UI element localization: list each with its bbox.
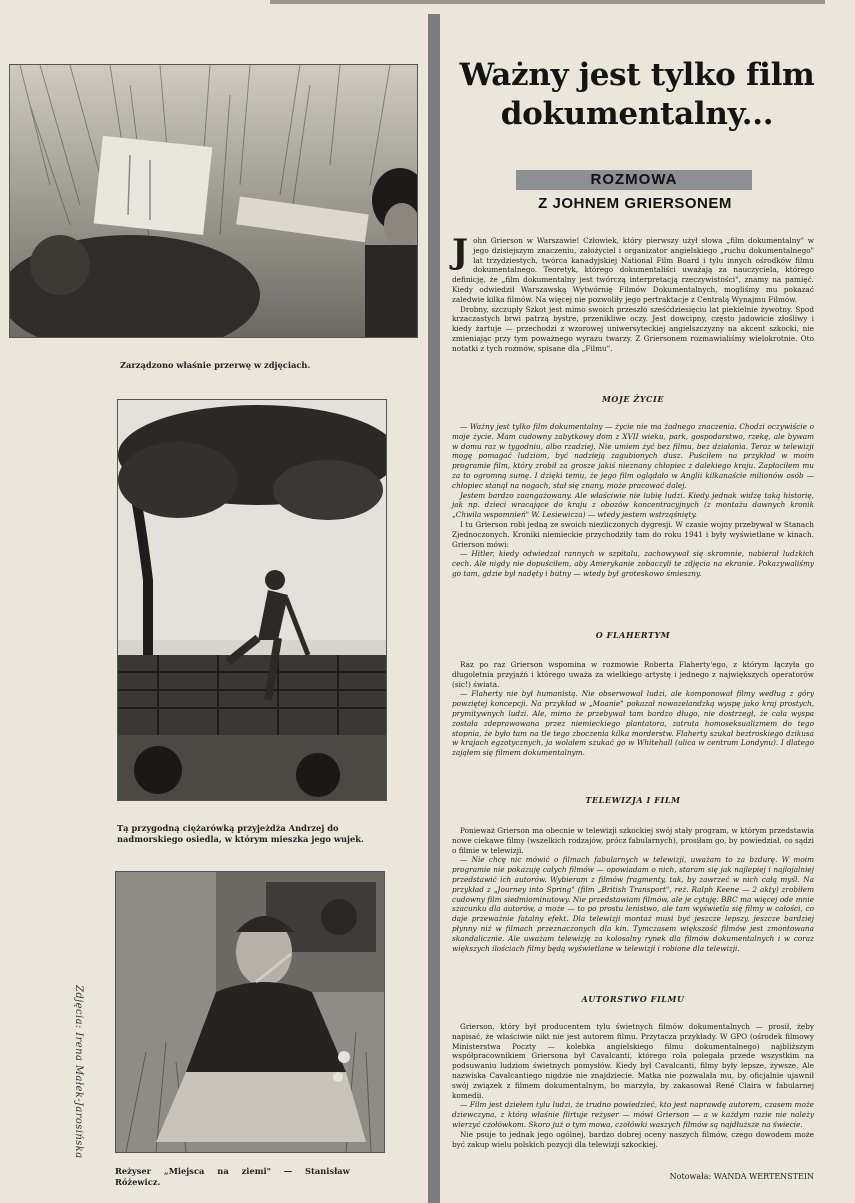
caption-top-photo: Zarządzono właśnie przerwę w zdjęciach. [120,360,311,370]
section-flaherty [452,660,814,758]
paragraph: I tu Grierson robi jedną ze swoich niezliczonych dygresji. W czasie wojny przebywał w Stanach Zjednoczonych. Kroniki niemieckie przychodziły tam do roku 1941 i były wyświetlane w kinach. Grierson mówi: [452,519,814,549]
section-heading-moje-zycie: MOJE ŻYCIE [601,394,665,404]
photo-director-portrait [115,871,385,1153]
intro-paragraph: ohn Grierson w Warszawie! Człowiek, który pierwszy użył słowa „film dokumentalny" w jego dzisiejszym znaczeniu, założyciel i organizator angielskiego „ruchu dokumentalnego" lat trzydziestych, twórca kanadyjskiej National Film Board i tylu innych ośrodków filmu dokumentalnego. Teoretyk, którego dokumentaliści uważają za nauczyciela, którego definicję, że „film dokumentalny jest twórczą interpretacją rzeczywistości", znamy na pamięć. Kiedy odwiedził Warszawską Wytwórnię Filmów Dokumentalnych, mogliśmy mu pokazać zaledwie kilka filmów. Na więcej nie pozwoliły jego pertraktacje z Centralą Wynajmu Filmów. [452,236,814,304]
intro-block [452,232,814,354]
drop-cap: J [452,232,469,272]
intro-paragraph-2: Drobny, szczupły Szkot jest mimo swoich przeszło sześćdziesięciu lat piekielnie żywotny. Spod krzaczastych brwi patrzą bystre, przenikliwe oczy. Jest dowcipny, często jadowicie złośliwy i kiedy żartuje — przechodzi z wzorowej uniwersyteckiej angielszczyzny na akcent szkocki, nie zmieniając przy tym poważnego wyrazu twarzy. Z Griersonem rozmawialiśmy wielokrotnie. Oto notatki z tych rozmów, spisane dla „Filmu". [452,304,814,353]
section-heading-telewizja: TELEWIZJA I FILM [585,795,681,805]
section-moje-zycie [452,422,814,579]
paragraph: Ponieważ Grierson ma obecnie w telewizji szkockiej swój stały program, w którym przedstawia nowe ciekawe filmy (wszelkich rodzajów, prócz fabularnych), prosiłam go, by powiedział, co sądzi o filmie w telewizji. [452,826,814,855]
paragraph: Raz po raz Grierson wspomina w rozmowie Roberta Flaherty'ego, z którym łączyła go długoletnia przyjaźń i którego uważa za wielkiego artystę i jednego z największych operatorów (sic!) świata. [452,660,814,689]
paragraph: Grierson, który był producentem tylu świetnych filmów dokumentalnych — prosił, żeby napisać, że właściwie nikt nie jest autorem filmu. Przytacza przykłady. W GPO (ośrodek filmowy Ministerstwa Poczty — kolebka angielskiego filmu dokumentalnego) najbliższym współpracownikiem Griersona był Cavalcanti, którego rola polegała przede wszystkim na podsuwaniu ludziom świetnych pomysłów. Kiedy był Cavalcanti, filmy były lepsze, żywsze. Ale nazwiska Cavalcantiego nigdzie nie znajdziecie. Matka nie pozwalała mu, by oficjalnie ujawnił swój związek z filmem dokumentalnym, bo marzyła, by zakasował René Claira w fabularnej komedii. [452,1022,814,1100]
paragraph: — Flaherty nie był humanistą. Nie obserwował ludzi, ale komponował filmy według z góry powziętej koncepcji. Na przykład w „Moanie" pokazał nowozelandzką wyspę jako kraj prostych, prymitywnych ludzi. Ale, mimo że przebywał tam bardzo długo, nie dostrzegł, że cała wyspa została zdeprawowana przez niemieckiego plantatora, zatruta homoseksualizmem do tego stopnia, że było tam na tle tego zboczenia kilka morderstw. Flaherty szukał beztroskiego dzikusa w krajach egzotycznych, ja wolałem szukać go w Whitehall (ulica w centrum Londynu). I dlatego zająłem się filmem dokumentalnym. [452,689,814,758]
section-telewizja [452,826,814,953]
photo-film-break [9,64,418,338]
article-kicker: ROZMOWA [590,171,678,188]
paragraph: — Film jest dziełem tylu ludzi, że trudno powiedzieć, kto jest naprawdę autorem, czasem może dziewczyna, z którą właśnie flirtuje reżyser — mówi Grierson — a w każdym razie nie należy wierzyć czołówkom. Skoro już o tym mowa, czołówki waszych filmów są najdłuższe na świecie. [452,1100,814,1129]
paragraph: — Hitler, kiedy odwiedzał rannych w szpitalu, zachowywał się skromnie, nabierał ludzkich cech. Ale nigdy nie dopuściłem, aby Amerykanie zobaczyli te zdjęcia na ekranie. Pokazywaliśmy go tam, gdzie był nadęty i butny — wtedy był groteskowo śmieszny. [452,549,814,578]
top-rule [270,0,825,4]
article-title: Ważny jest tylko film dokumentalny... [459,57,815,132]
caption-middle-photo: Tą przygodną ciężarówką przyjeżdża Andrzej do nadmorskiego osiedla, w którym mieszka jego wujek. [117,823,364,844]
column-divider [428,14,440,1203]
paragraph: — Nie chcę nic mówić o filmach fabularnych w telewizji, uważam to za bzdurę. W moim programie nie pokazuję całych filmów — opowiadam o nich, staram się jak najlepiej i najlojalniej przedstawić ich autorów. Wybieram z filmów fragmenty, tak, by zawrzeć w nich całą myśl. Na przykład z „Journey into Spring" (film „British Transport", reż. Ralph Keene — 2 akty) zrobiłem cudowny film siedmiominutowy. Nie przedstawiam filmów, ale je cytuję. BBC ma więcej ode mnie szacunku dla autorów, a może — to po prostu lenistwo, ale tam wyświetla się filmy w całości, co daje przeważnie fatalny efekt. Dla telewizji montaż musi być jeszcze lepszy, jeszcze bardziej płynny niż w filmach przeznaczonych dla kin. Tymczasem większość filmów jest zmontowana skandalicznie. Ale uważam telewizję za kolosalny rynek dla filmów dokumentalnych i w coraz większych ilościach filmy będą wyświetlane w telewizji i robione dla telewizji. [452,855,814,953]
section-heading-autorstwo: AUTORSTWO FILMU [581,994,685,1004]
article-subtitle: Z JOHNEM GRIERSONEM [538,195,732,212]
section-heading-flaherty: O FLAHERTYM [595,630,671,640]
paragraph: Jestem bardzo zaangażowany. Ale właściwie nie lubię ludzi. Kiedy jednak widzę taką historię, jak np. dzieci wracające do kraju z obozów koncentracyjnych (z montażu dawnych kronik „Chwila wspomnień" W. Lesiewicza) — wtedy jestem wstrząśnięty. [452,490,814,520]
section-autorstwo [452,1022,814,1149]
caption-bottom-photo: Reżyser „Miejsca na ziemi" — Stanisław Różewicz. [115,1166,350,1187]
byline: Notowała: WANDA WERTENSTEIN [669,1172,814,1181]
paragraph: Nie psuje to jednak jego ogólnej, bardzo dobrej oceny naszych filmów, czego dowodem może być zakup wielu polskich pozycji dla telewizji szkockiej. [452,1129,814,1149]
photo-truck [117,399,387,801]
paragraph: — Ważny jest tylko film dokumentalny — życie nie ma żadnego znaczenia. Chodzi oczywiście o moje życie. Mam cudowny zabytkowy dom z XVII wieku, park, gospodarstwo, rzekę, ale bywam w domu raz w tygodniu, albo rzadziej. Nie umiem żyć bez filmu, bez działania. Teraz w telewizji mogę pomagać ludziom, być nadzieją zagubionych dusz. Puściłem na przykład w moim programie film, który zrobił za grosze jakiś nieznany chłopiec z dalekiego kraju. Zapłaciłem mu za to ogromną sumę. I dzięki temu, że jego film oglądało w Anglii kilkanaście milionów osób — chłopiec stanął na nogach, stał się znany, może pracować dalej. [452,422,814,490]
photo-credit: Zdjęcia: Irena Małek-Jarosińska [73,985,84,1159]
